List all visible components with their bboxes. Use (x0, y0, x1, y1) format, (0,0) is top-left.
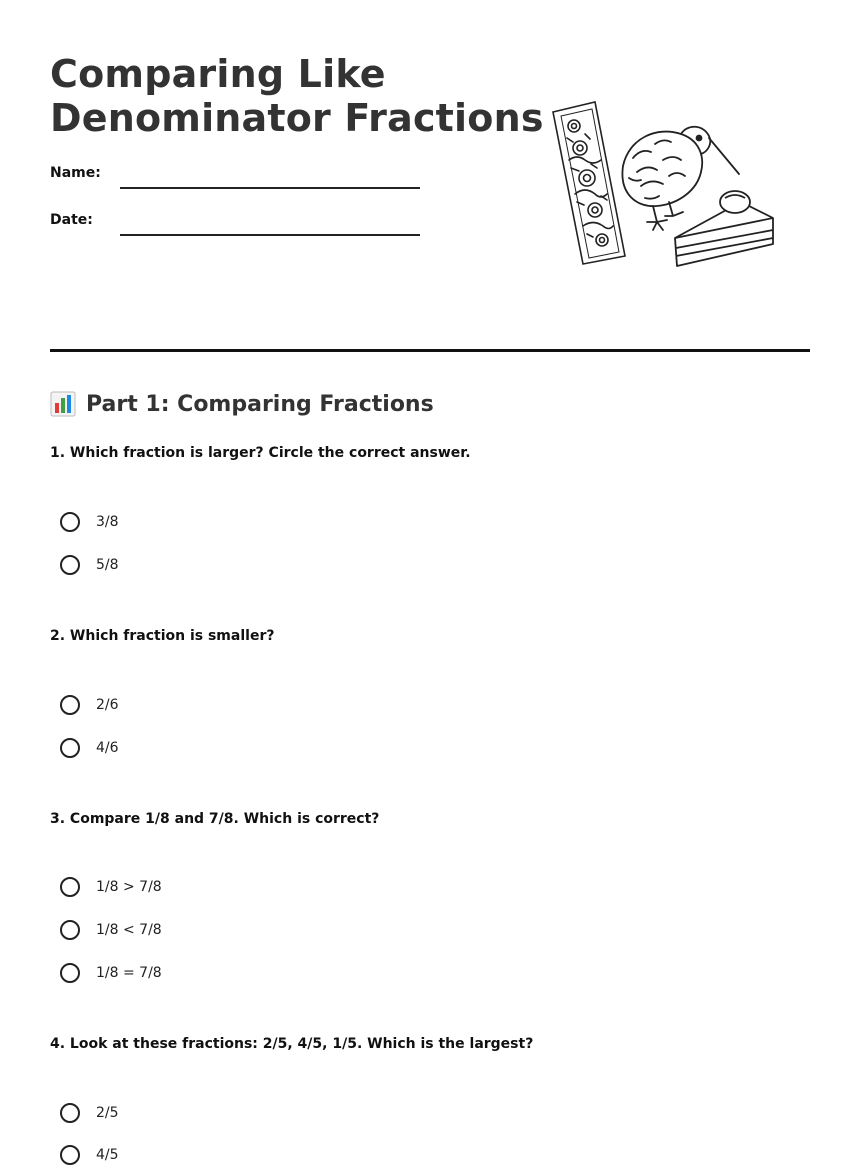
page-title (50, 52, 544, 140)
radio-button[interactable] (60, 963, 80, 983)
radio-button[interactable] (60, 512, 80, 532)
question-4-option-1[interactable] (60, 1100, 119, 1126)
title-line-1: Comparing Like (50, 52, 386, 96)
radio-button[interactable] (60, 555, 80, 575)
option-label: 3/8 (96, 514, 119, 530)
question-1-option-2[interactable] (60, 552, 119, 578)
question-2: 2. Which fraction is smaller? (50, 628, 275, 644)
question-2-option-2[interactable] (60, 735, 119, 761)
option-label: 4/5 (96, 1147, 119, 1163)
kiwi-and-cake-illustration (545, 98, 780, 270)
radio-button[interactable] (60, 920, 80, 940)
radio-button[interactable] (60, 877, 80, 897)
question-4: 4. Look at these fractions: 2/5, 4/5, 1/5. Which is the largest? (50, 1036, 534, 1052)
option-label: 2/5 (96, 1105, 119, 1121)
radio-button[interactable] (60, 738, 80, 758)
header-divider (50, 349, 810, 352)
option-label: 4/6 (96, 740, 119, 756)
cake-slice-icon (675, 191, 773, 266)
question-4-option-2[interactable] (60, 1142, 119, 1168)
question-1-option-1[interactable] (60, 509, 119, 535)
question-3-option-2[interactable] (60, 917, 162, 943)
question-1: 1. Which fraction is larger? Circle the correct answer. (50, 445, 471, 461)
carved-pou-icon (553, 102, 625, 264)
option-label: 1/8 > 7/8 (96, 879, 162, 895)
radio-button[interactable] (60, 1145, 80, 1165)
bar-chart-icon (50, 391, 76, 417)
option-label: 2/6 (96, 697, 119, 713)
option-label: 1/8 = 7/8 (96, 965, 162, 981)
name-field[interactable] (120, 187, 420, 189)
question-3-option-3[interactable] (60, 960, 162, 986)
date-label: Date: (50, 212, 93, 228)
part-1-heading (50, 389, 434, 419)
question-3-option-1[interactable] (60, 874, 162, 900)
option-label: 1/8 < 7/8 (96, 922, 162, 938)
kiwi-bird-icon (622, 127, 739, 230)
date-field[interactable] (120, 234, 420, 236)
question-2-option-1[interactable] (60, 692, 119, 718)
radio-button[interactable] (60, 1103, 80, 1123)
option-label: 5/8 (96, 557, 119, 573)
title-line-2: Denominator Fractions (50, 96, 544, 140)
name-label: Name: (50, 165, 101, 181)
radio-button[interactable] (60, 695, 80, 715)
section-title: Part 1: Comparing Fractions (86, 391, 434, 417)
question-3: 3. Compare 1/8 and 7/8. Which is correct? (50, 811, 380, 827)
